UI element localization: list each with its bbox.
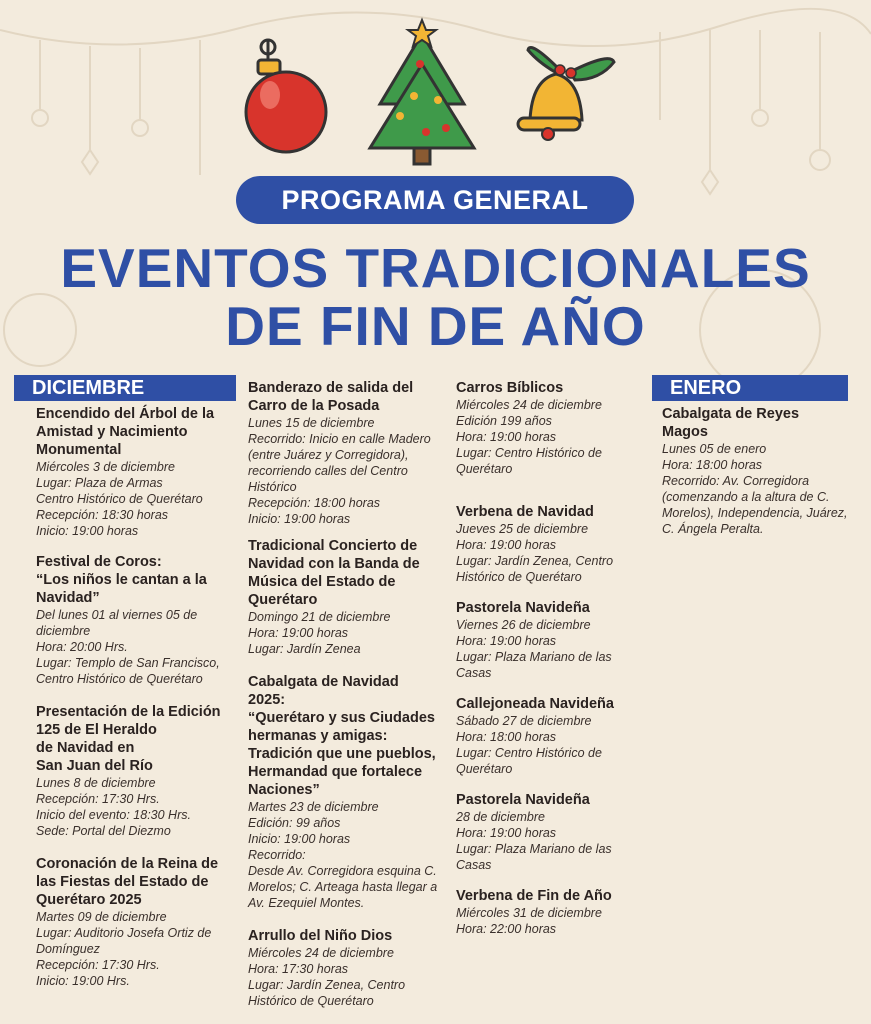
event-detail: Miércoles 24 de diciembre [248, 946, 394, 960]
event-item [14, 703, 236, 839]
event-title: Verbena de Fin de Año [456, 888, 612, 904]
event-detail: Recorrido: [248, 848, 306, 862]
event-detail: Inicio: 19:00 horas [248, 512, 351, 526]
event-detail: Hora: 19:00 horas [456, 538, 557, 552]
event-detail: Lunes 05 de enero [662, 442, 767, 456]
event-detail: Hora: 22:00 horas [456, 922, 557, 936]
event-item [652, 405, 848, 537]
event-item [240, 537, 438, 657]
event-detail: Sábado 27 de diciembre [456, 714, 592, 728]
event-title: Arrullo del Niño Dios [248, 928, 393, 944]
month-header: ENERO [652, 375, 848, 401]
event-detail: Martes 23 de diciembre [248, 800, 379, 814]
event-item [448, 599, 638, 681]
event-detail: Recorrido: Av. Corregidora (comenzando a la altura de C. Morelos), Independencia, Juárez, C. Ángela Peralta. [662, 474, 848, 536]
event-item [240, 673, 438, 911]
event-item [448, 695, 638, 777]
event-detail: Hora: 20:00 Hrs. [36, 640, 128, 654]
event-detail: Lugar: Centro Histórico de Querétaro [456, 446, 602, 476]
event-item [240, 927, 438, 1009]
event-detail: Lugar: Jardín Zenea [248, 642, 361, 656]
event-detail: Hora: 19:00 horas [456, 826, 557, 840]
event-detail: Jueves 25 de diciembre [456, 522, 589, 536]
event-detail: Hora: 19:00 horas [248, 626, 349, 640]
event-detail: Viernes 26 de diciembre [456, 618, 591, 632]
event-item [448, 887, 638, 937]
event-detail: Hora: 17:30 horas [248, 962, 349, 976]
christmas-tree-icon [370, 20, 474, 164]
event-detail: Del lunes 01 al viernes 05 de diciembre [36, 608, 198, 638]
event-title: Presentación de la Edición 125 de El Heraldo de Navidad en San Juan del Río [36, 704, 221, 774]
event-detail: Lugar: Plaza de Armas [36, 476, 163, 490]
event-detail: Lugar: Templo de San Francisco, Centro Histórico de Querétaro [36, 656, 220, 686]
event-item [14, 855, 236, 989]
ornament-ball-icon [246, 40, 326, 152]
event-item [448, 791, 638, 873]
event-detail: Centro Histórico de Querétaro [36, 492, 203, 506]
event-detail: Edición 199 años [456, 414, 552, 428]
event-detail: Miércoles 31 de diciembre [456, 906, 602, 920]
event-detail: Lugar: Plaza Mariano de las Casas [456, 650, 612, 680]
event-title: Encendido del Árbol de la Amistad y Nacimiento Monumental [36, 406, 215, 458]
event-detail: Recepción: 18:30 horas [36, 508, 169, 522]
column-diciembre-3 [448, 375, 638, 937]
event-detail: Lugar: Plaza Mariano de las Casas [456, 842, 612, 872]
event-detail: Inicio: 19:00 horas [248, 832, 351, 846]
event-item [14, 553, 236, 687]
event-detail: Recepción: 17:30 Hrs. [36, 958, 160, 972]
event-detail: Hora: 19:00 horas [456, 634, 557, 648]
event-detail: 28 de diciembre [456, 810, 545, 824]
bell-holly-icon [518, 48, 614, 141]
event-title: Tradicional Concierto de Navidad con la Banda de Música del Estado de Querétaro [248, 538, 420, 608]
event-item [448, 503, 638, 585]
christmas-ornaments [0, 0, 871, 175]
event-title: Banderazo de salida del Carro de la Posada [248, 380, 414, 414]
event-item [240, 379, 438, 527]
event-detail: Miércoles 24 de diciembre [456, 398, 602, 412]
event-title: Cabalgata de Navidad 2025: “Querétaro y sus Ciudades hermanas y amigas: Tradición que une pueblos, Hermandad que fortalece Naciones” [248, 674, 436, 798]
event-title: Cabalgata de Reyes Magos [662, 406, 800, 440]
event-detail: Lugar: Jardín Zenea, Centro Histórico de Querétaro [456, 554, 614, 584]
event-detail: Hora: 18:00 horas [456, 730, 557, 744]
event-detail: Recepción: 17:30 Hrs. [36, 792, 160, 806]
event-title: Verbena de Navidad [456, 504, 594, 520]
event-detail: Lugar: Auditorio Josefa Ortiz de Domínguez [36, 926, 212, 956]
event-detail: Recepción: 18:00 horas [248, 496, 381, 510]
column-diciembre-2 [240, 375, 438, 1009]
event-detail: Inicio: 19:00 horas [36, 524, 139, 538]
event-detail: Lunes 15 de diciembre [248, 416, 375, 430]
event-detail: Inicio: 19:00 Hrs. [36, 974, 130, 988]
event-title: Festival de Coros: “Los niños le cantan a la Navidad” [36, 554, 207, 606]
event-detail: Sede: Portal del Diezmo [36, 824, 171, 838]
event-detail: Desde Av. Corregidora esquina C. Morelos; C. Arteaga hasta llegar a Av. Ezequiel Montes. [248, 864, 438, 910]
headline-line-2: DE FIN DE AÑO [225, 295, 646, 357]
event-title: Pastorela Navideña [456, 792, 590, 808]
event-detail: Lunes 8 de diciembre [36, 776, 156, 790]
program-badge: PROGRAMA GENERAL [236, 176, 634, 224]
event-title: Pastorela Navideña [456, 600, 590, 616]
month-header: DICIEMBRE [14, 375, 236, 401]
headline-line-1: EVENTOS TRADICIONALES [60, 237, 811, 299]
event-detail: Recorrido: Inicio en calle Madero (entre Juárez y Corregidora), recorriendo calles del Centro Histórico [248, 432, 431, 494]
event-detail: Lugar: Centro Histórico de Querétaro [456, 746, 602, 776]
event-detail: Domingo 21 de diciembre [248, 610, 391, 624]
event-detail: Edición: 99 años [248, 816, 341, 830]
event-detail: Lugar: Jardín Zenea, Centro Histórico de Querétaro [248, 978, 406, 1008]
event-title: Carros Bíblicos [456, 380, 564, 396]
column-diciembre-1 [14, 375, 236, 989]
event-detail: Martes 09 de diciembre [36, 910, 167, 924]
event-item [14, 405, 236, 539]
event-title: Callejoneada Navideña [456, 696, 614, 712]
event-detail: Hora: 19:00 horas [456, 430, 557, 444]
column-enero [652, 375, 848, 537]
event-item [448, 379, 638, 477]
event-detail: Miércoles 3 de diciembre [36, 460, 175, 474]
event-title: Coronación de la Reina de las Fiestas del Estado de Querétaro 2025 [36, 856, 219, 908]
event-detail: Hora: 18:00 horas [662, 458, 763, 472]
event-detail: Inicio del evento: 18:30 Hrs. [36, 808, 191, 822]
